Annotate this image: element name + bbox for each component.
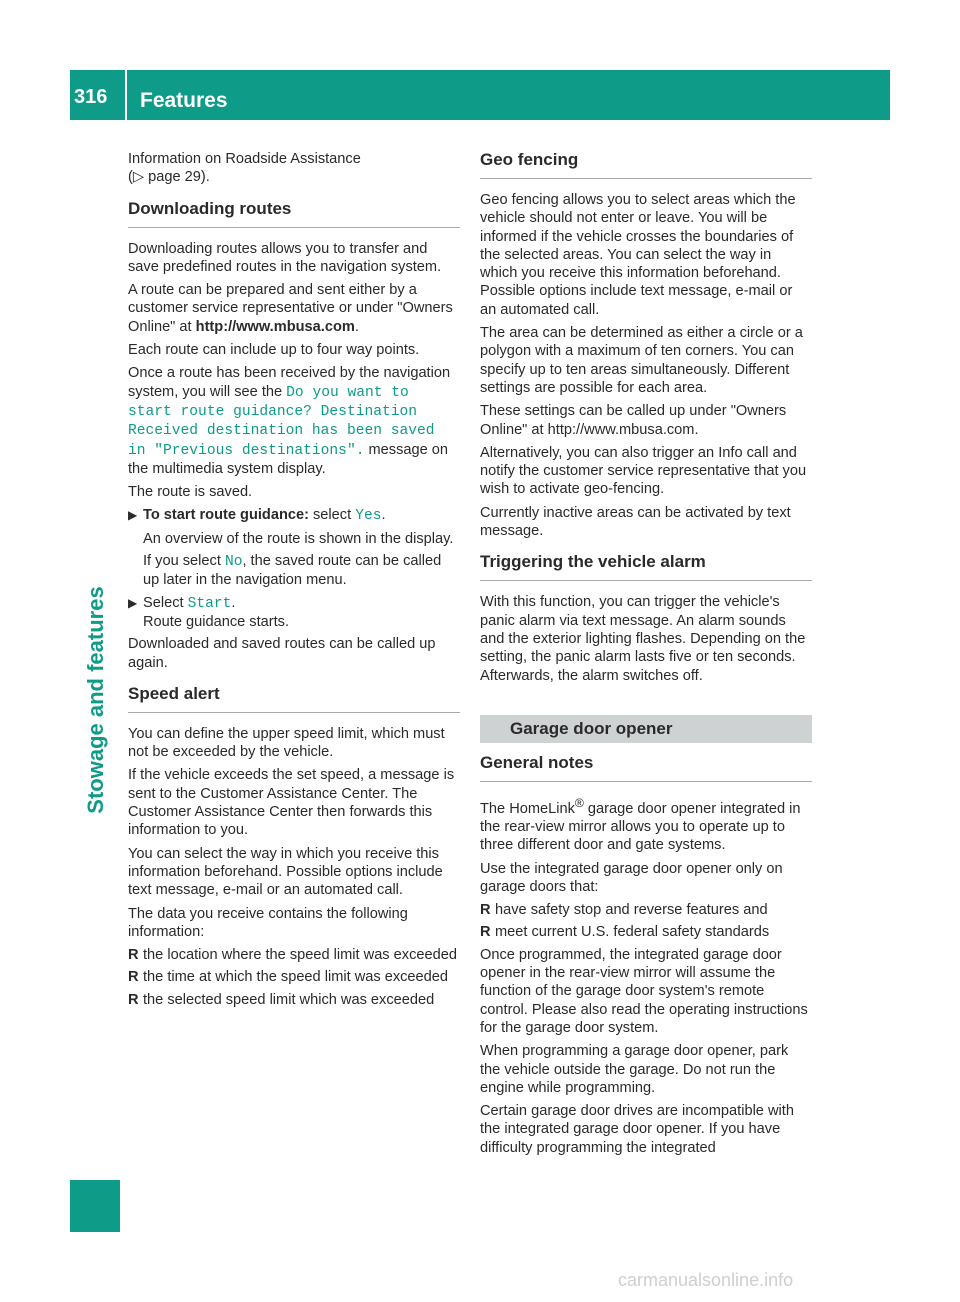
no-option: No [224,554,243,571]
list-item [128,968,460,986]
speed-p4: The data you receive contains the following information: [128,905,408,940]
step-start-route-guidance [128,506,460,589]
vehicle-alarm-heading: Triggering the vehicle alarm [480,552,812,581]
bullet-icon: R [128,991,139,1008]
downloading-p4-text: Once a route has been received by the navigation system, you will see the [128,365,451,400]
yes-option: Yes [355,508,382,525]
step1-label: To start route guidance: [143,507,309,524]
downloading-p2-end: . [354,318,359,335]
step1-text: select [308,507,356,524]
route-received-message: Do you want to start route guidance? Destination Received destination has been saved in "Previous destinations". [128,384,435,459]
list-item [128,991,460,1009]
step2-line [143,594,460,613]
header-divider [125,70,127,120]
garage-bullet-2: meet current U.S. federal safety standards [495,924,770,941]
list-item [480,923,812,941]
step1-result: An overview of the route is shown in the display. [143,530,454,547]
right-column [480,150,812,1162]
step1-note [143,552,460,590]
list-item [128,946,460,964]
downloading-p1: Downloading routes allows you to transfer and save predefined routes in the navigation system. [128,240,442,275]
step2-result: Route guidance starts. [143,613,290,630]
registered-mark: ® [574,795,584,810]
alarm-p1: With this function, you can trigger the vehicle's panic alarm via text message. An alarm sounds and the exterior lighting flashes. Depending on the setting, the panic alarm lasts five or ten seconds. Afterwards, the alarm switches off. [480,594,806,684]
general-notes-heading: General notes [480,753,812,782]
watermark: carmanualsonline.info [618,1270,794,1290]
step1-note-b: , the saved route can be called up later in the navigation menu. [143,553,442,589]
garage-p1-a: The HomeLink [480,800,575,817]
list-item [480,901,812,919]
bullet-icon: R [480,902,491,919]
step-arrow-icon: ▶ [128,508,138,523]
step-arrow-icon: ▶ [128,595,138,610]
downloading-p2 [128,281,460,336]
side-tab [83,400,108,1000]
side-tab-block [70,1180,120,1232]
geo-p4: Alternatively, you can also trigger an Info call and notify the customer service representative that you wish to activate geo-fencing. [480,444,807,498]
downloading-p2-text: A route can be prepared and sent either by a customer service representative or under "Owners Online" at [128,282,453,335]
garage-p5: Certain garage door drives are incompatible with the integrated garage door opener. If you have difficulty programming the integrated [480,1103,794,1156]
side-tab-label: Stowage and features [83,586,108,814]
downloading-p5: The route is saved. [128,484,253,501]
geo-p1: Geo fencing allows you to select areas which the vehicle should not enter or leave. You will be informed if the vehicle crosses the boundaries of the selected areas. You can select the way in which you receive this information beforehand. Possible options include text message, e-mail or an automated call. [480,192,796,318]
speed-bullet-1: the location where the speed limit was exceeded [143,947,457,964]
downloading-routes-heading: Downloading routes [128,199,460,228]
bullet-icon: R [128,969,139,986]
chapter-title: Features [140,89,228,112]
garage-door-opener-banner: Garage door opener [480,715,812,743]
downloading-p3: Each route can include up to four way points. [128,342,420,359]
geo-p3: These settings can be called up under "Owners Online" at http://www.mbusa.com. [480,403,787,438]
downloading-p4-end: message on the multimedia system display. [128,441,449,477]
garage-p1-b: garage door opener integrated in the rear-view mirror allows you to operate up to three different door and gate systems. [480,800,801,854]
downloading-p4 [128,364,460,478]
step2-end: . [231,594,236,611]
speed-p1: You can define the upper speed limit, which must not be exceeded by the vehicle. [128,725,445,761]
left-column [128,150,460,1013]
step-select-start [128,594,460,632]
speed-bullet-3: the selected speed limit which was exceeded [143,991,435,1008]
speed-bullet-2: the time at which the speed limit was exceeded [143,969,449,986]
geo-p5: Currently inactive areas can be activated by text message. [480,504,791,540]
mbusa-link[interactable]: http://www.mbusa.com [195,318,355,335]
garage-p2: Use the integrated garage door opener only on garage doors that: [480,860,783,895]
garage-p4: When programming a garage door opener, park the vehicle outside the garage. Do not run the engine while programming. [480,1043,789,1096]
speed-alert-heading: Speed alert [128,684,460,713]
garage-p1 [480,794,812,855]
step1-line [143,506,460,525]
roadside-intro-line-1: Information on Roadside Assistance [128,151,361,167]
page-number: 316 [74,86,108,108]
step2-text: Select [143,594,188,611]
start-option: Start [187,595,232,612]
garage-p3: Once programmed, the integrated garage door opener in the rear-view mirror will assume the function of the garage door system's remote control. Please also read the operating instructions for the garage door system. [480,946,808,1036]
roadside-intro-line-2: (▷ page 29). [128,169,210,186]
geo-p2: The area can be determined as either a circle or a polygon with a maximum of ten corners. You can specify up to ten areas simultaneously. Different settings are possible for each area. [480,325,803,396]
step1-end: . [381,507,386,524]
speed-p3: You can select the way in which you receive this information beforehand. Possible options include text message, e-mail or an automated call. [128,845,443,899]
step1-note-a: If you select [143,553,225,570]
downloading-p6: Downloaded and saved routes can be called up again. [128,636,436,671]
geo-fencing-heading: Geo fencing [480,150,812,179]
bullet-icon: R [128,947,139,964]
bullet-icon: R [480,924,491,941]
garage-bullet-1: have safety stop and reverse features and [495,902,768,919]
speed-p2: If the vehicle exceeds the set speed, a message is sent to the Customer Assistance Center. The Customer Assistance Center then forwards this information to you. [128,767,455,839]
